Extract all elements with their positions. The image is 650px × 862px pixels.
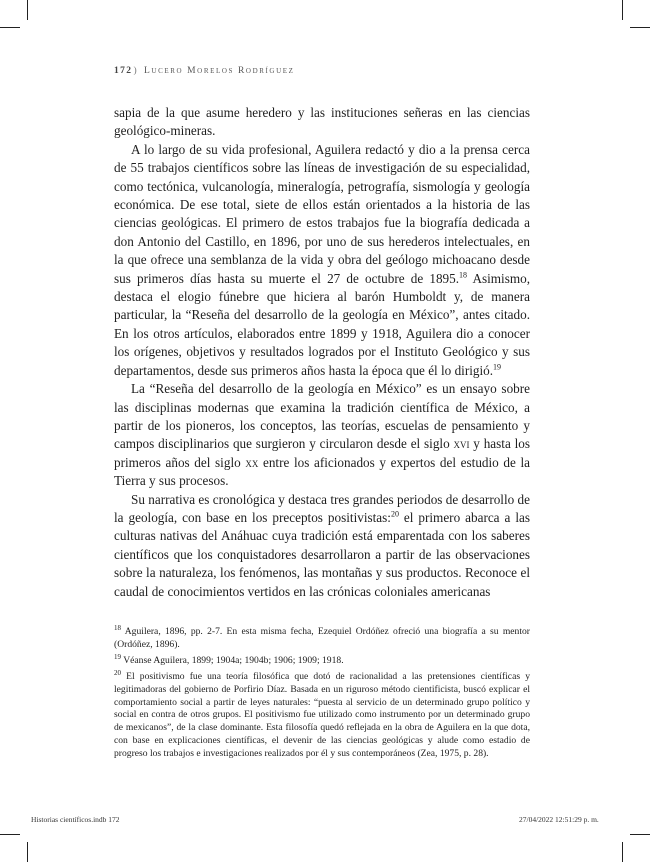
footnote-ref-19: 19 — [493, 362, 502, 372]
running-header — [114, 66, 295, 76]
crop-mark — [622, 0, 623, 20]
running-head-author: Lucero Morelos Rodríguez — [144, 66, 295, 76]
footnote — [114, 668, 530, 761]
crop-mark — [630, 27, 650, 28]
footnote-number: 20 — [114, 668, 121, 677]
footnote — [114, 623, 530, 652]
crop-mark — [27, 0, 28, 20]
page-number: 172 — [114, 66, 133, 76]
paragraph-text: sapia de la que asume heredero y las instituciones señeras en las ciencias geológico-mineras. — [114, 105, 530, 139]
footnote-text: Véanse Aguilera, 1899; 1904a; 1904b; 1906; 1909; 1918. — [123, 654, 344, 666]
crop-mark — [0, 834, 20, 835]
header-separator: ) — [133, 66, 139, 76]
paragraph-2 — [114, 141, 530, 380]
paragraph-text: Su narrativa es cronológica y destaca tres grandes periodos de desarrollo de la geología, con base en los preceptos positivistas: — [114, 491, 530, 525]
century-numeral: xvi — [453, 436, 470, 452]
footnote — [114, 652, 530, 668]
paragraph-text: La “Reseña del desarrollo de la geología en México” es un ensayo sobre las disciplinas modernas que examina la tradición científica de México, a partir de los pioneros, los conceptos, las teorías, escuelas de pensamiento y campos disciplinarios que surgieron y circularon desde el siglo — [114, 381, 530, 452]
crop-mark — [27, 842, 28, 862]
paragraph-text: entre los aficionados y expertos del estudio de la Tierra y sus procesos. — [114, 454, 530, 489]
footnote-text: Aguilera, 1896, pp. 2-7. En esta misma fecha, Ezequiel Ordóñez ofreció una biografía a su mentor (Ordóñez, 1896). — [114, 626, 530, 650]
footnotes — [114, 623, 530, 764]
footnote-number: 18 — [114, 623, 121, 632]
paragraph-text: Asimismo, destaca el elogio fúnebre que hiciera al barón Humboldt y, de manera particular, la “Reseña del desarrollo de la geología en México”, antes citado. En los otros artículos, elaborados entre 1899 y 1918, Aguilera dio a conocer los orígenes, objetivos y resultados logrados por el Instituto Geológico y sus departamentos, desde sus primeros años hasta la época que él lo dirigió. — [114, 270, 531, 378]
paragraph-text: el primero abarca a las culturas nativas del Anáhuac cuya tradición está emparentada con los saberes científicos que los conquistadores desarrollaron a partir de las observaciones sobre la naturaleza, los fenómenos, las montañas y sus productos. Reconoce el caudal de conocimientos vertidos en las crónicas coloniales americanas — [114, 509, 530, 599]
paragraph-3 — [114, 380, 530, 490]
footnote-ref-18: 18 — [459, 270, 468, 280]
paragraph-1 — [114, 104, 530, 141]
print-file-slug: Historias científicos.indb 172 — [31, 815, 120, 824]
paragraph-text: y hasta los primeros años del siglo — [114, 436, 530, 470]
crop-mark — [622, 842, 623, 862]
crop-mark — [630, 834, 650, 835]
print-timestamp: 27/04/2022 12:51:29 p. m. — [519, 815, 599, 824]
century-numeral: xx — [245, 454, 259, 470]
paragraph-text: A lo largo de su vida profesional, Aguilera redactó y dio a la prensa cerca de 55 trabajos científicos sobre las líneas de investigación de su especialidad, como tectónica, vulcanología, mineralogía, petrografía, sismología y geología económica. De ese total, siete de ellos están orientados a la historia de las ciencias geológicas. El primero de estos trabajos fue la biografía dedicada a don Antonio del Castillo, en 1896, por uno de sus herederos intelectuales, en la que ofrece una semblanza de la vida y obra del geólogo michoacano desde sus primeros días hasta su muerte el 27 de octubre de 1895. — [114, 141, 530, 286]
crop-mark — [0, 27, 20, 28]
paragraph-4 — [114, 491, 530, 601]
footnote-ref-20: 20 — [390, 509, 399, 519]
footnote-text: El positivismo fue una teoría filosófica que dotó de racionalidad a las pretensiones científicas y legitimadoras del gobierno de Porfirio Díaz. Basada en un riguroso método cientificista, buscó explicar el comportamiento social a partir de leyes naturales: “puesta al servicio de un determinado grupo político y social en contra de otros grupos. El positivismo fue utilizado como instrumento por un determinado grupo de mexicanos”, de la clase dominante. Esta filosofía quedó reflejada en la obra de Aguilera en la que dota, con base en explicaciones científicas, el devenir de las ciencias geológicas y alude como estadio de progreso los trabajos e investigaciones realizados por él y sus contemporáneos (Zea, 1975, p. 28). — [114, 670, 530, 760]
body-text — [114, 104, 530, 601]
footnote-number: 19 — [114, 652, 121, 661]
